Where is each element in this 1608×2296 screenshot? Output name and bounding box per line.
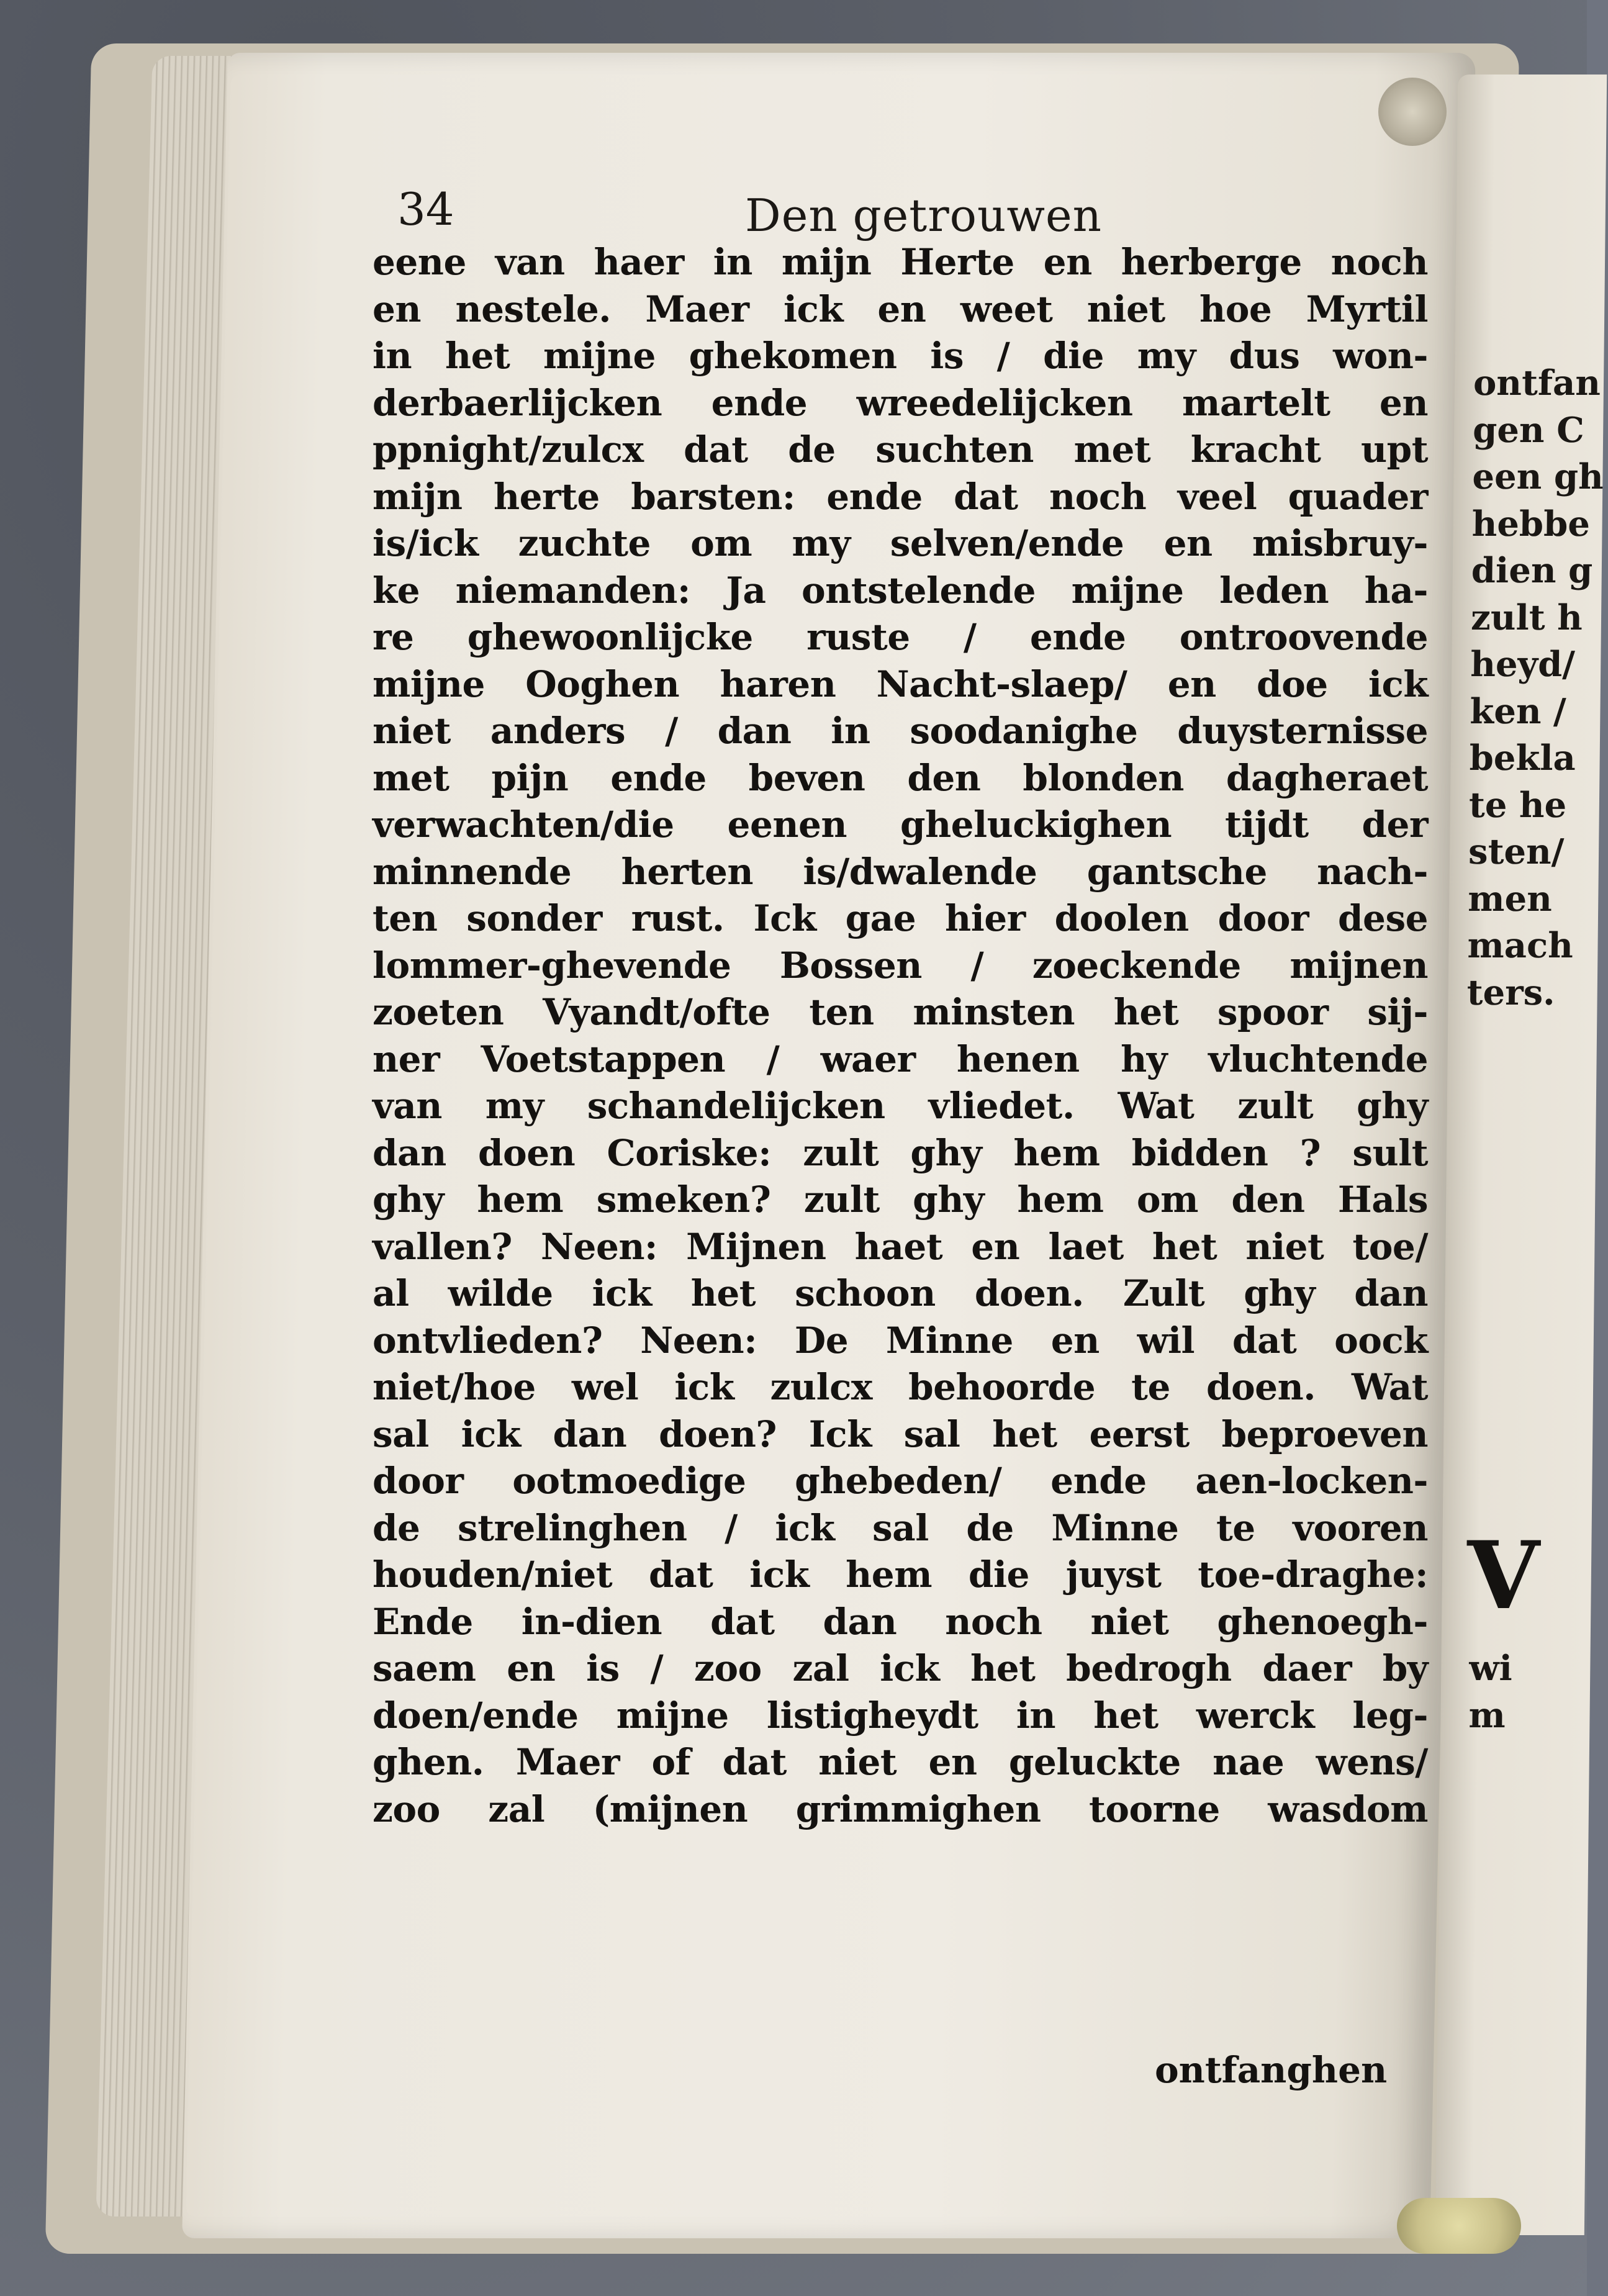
text-line: dan doen Coriske: zult ghy hem bidden ? sult — [373, 1131, 1428, 1174]
facing-line: men — [1467, 878, 1553, 920]
text-line: ghy hem smeken? zult ghy hem om den Hals — [373, 1178, 1428, 1221]
facing-line: dien g — [1471, 550, 1593, 591]
facing-line: hebbe — [1471, 503, 1591, 545]
facing-line: bekla — [1469, 738, 1576, 779]
running-head: Den getrouwen — [745, 189, 1102, 242]
text-line: niet anders / dan in soodanighe duysternisse — [373, 710, 1428, 752]
text-line: ner Voetstappen / waer henen hy vluchtende — [373, 1037, 1428, 1080]
text-line: minnende herten is/dwalende gantsche nach- — [373, 850, 1428, 893]
text-line: doen/ende mijne listigheydt in het werck leg- — [373, 1694, 1428, 1737]
text-line: verwachten/die eenen gheluckighen tijdt der — [373, 803, 1428, 846]
text-line: is/ick zuchte om my selven/ende en misbruy- — [373, 522, 1428, 564]
text-line: saem en is / zoo zal ick het bedrogh daer by — [373, 1647, 1428, 1689]
text-line: niet/hoe wel ick zulcx behoorde te doen. Wat — [373, 1366, 1428, 1408]
facing-line: wi — [1468, 1648, 1513, 1689]
text-line: ontvlieden? Neen: De Minne en wil dat oock — [373, 1319, 1428, 1362]
facing-line: een gh — [1472, 456, 1604, 497]
text-line: met pijn ende beven den blonden dagheraet — [373, 756, 1428, 799]
facing-line: m — [1468, 1694, 1506, 1736]
text-line: door ootmoedige ghebeden/ ende aen-locken- — [373, 1460, 1428, 1502]
text-line: houden/niet dat ick hem die juyst toe-draghe: — [373, 1553, 1428, 1596]
text-line: al wilde ick het schoon doen. Zult ghy dan — [373, 1272, 1428, 1314]
facing-lower-text — [1468, 1645, 1512, 1739]
facing-line: te he — [1468, 784, 1567, 826]
text-line: sal ick dan doen? Ick sal het eerst beproeven — [373, 1412, 1428, 1455]
text-line: ppnight/zulcx dat de suchten met kracht upt — [373, 428, 1428, 471]
facing-line: ters. — [1466, 972, 1556, 1013]
text-line: ghen. Maer of dat niet en geluckte nae wens/ — [373, 1741, 1428, 1783]
binding-thread-bottom — [1397, 2198, 1521, 2254]
facing-line: mach — [1467, 925, 1574, 966]
text-line: ke niemanden: Ja ontstelende mijne leden ha- — [373, 569, 1428, 612]
text-line: vallen? Neen: Mijnen haet en laet het niet toe/ — [373, 1225, 1428, 1268]
facing-line: ken / — [1470, 690, 1566, 732]
text-line: mijne Ooghen haren Nacht-slaep/ en doe ick — [373, 662, 1428, 705]
text-line: zoeten Vyandt/ofte ten minsten het spoor sij- — [373, 991, 1428, 1033]
page-number: 34 — [397, 183, 454, 235]
text-line: en nestele. Maer ick en weet niet hoe Myrtil — [373, 287, 1428, 330]
facing-line: gen C — [1472, 409, 1585, 451]
text-line: van my schandelijcken vliedet. Wat zult ghy — [373, 1085, 1428, 1127]
text-line: mijn herte barsten: ende dat noch veel quader — [373, 475, 1428, 518]
text-line: re ghewoonlijcke ruste / ende ontroovende — [373, 616, 1428, 658]
facing-page-text — [1466, 360, 1604, 1016]
text-line: ten sonder rust. Ick gae hier doolen door dese — [373, 897, 1428, 939]
facing-initial-letter: V — [1466, 1521, 1540, 1630]
text-line: de strelinghen / ick sal de Minne te vooren — [373, 1506, 1428, 1549]
text-line: derbaerlijcken ende wreedelijcken martelt en — [373, 381, 1428, 424]
catchword: ontfanghen — [1155, 2049, 1388, 2091]
text-line: lommer-ghevende Bossen / zoeckende mijnen — [373, 944, 1428, 987]
text-line: in het mijne ghekomen is / die my dus won- — [373, 335, 1428, 377]
facing-line: zult h — [1470, 597, 1583, 638]
binding-thread-top — [1378, 78, 1447, 146]
facing-line: heyd/ — [1470, 644, 1576, 685]
body-text — [373, 239, 1428, 1833]
text-line: Ende in-dien dat dan noch niet ghenoegh- — [373, 1600, 1428, 1643]
text-line: zoo zal (mijnen grimmighen toorne wasdom — [373, 1788, 1428, 1830]
facing-page — [1435, 75, 1607, 2235]
facing-line: sten/ — [1468, 831, 1565, 872]
text-line: eene van haer in mijn Herte en herberge noch — [373, 241, 1428, 283]
facing-line: ontfan — [1473, 363, 1601, 404]
